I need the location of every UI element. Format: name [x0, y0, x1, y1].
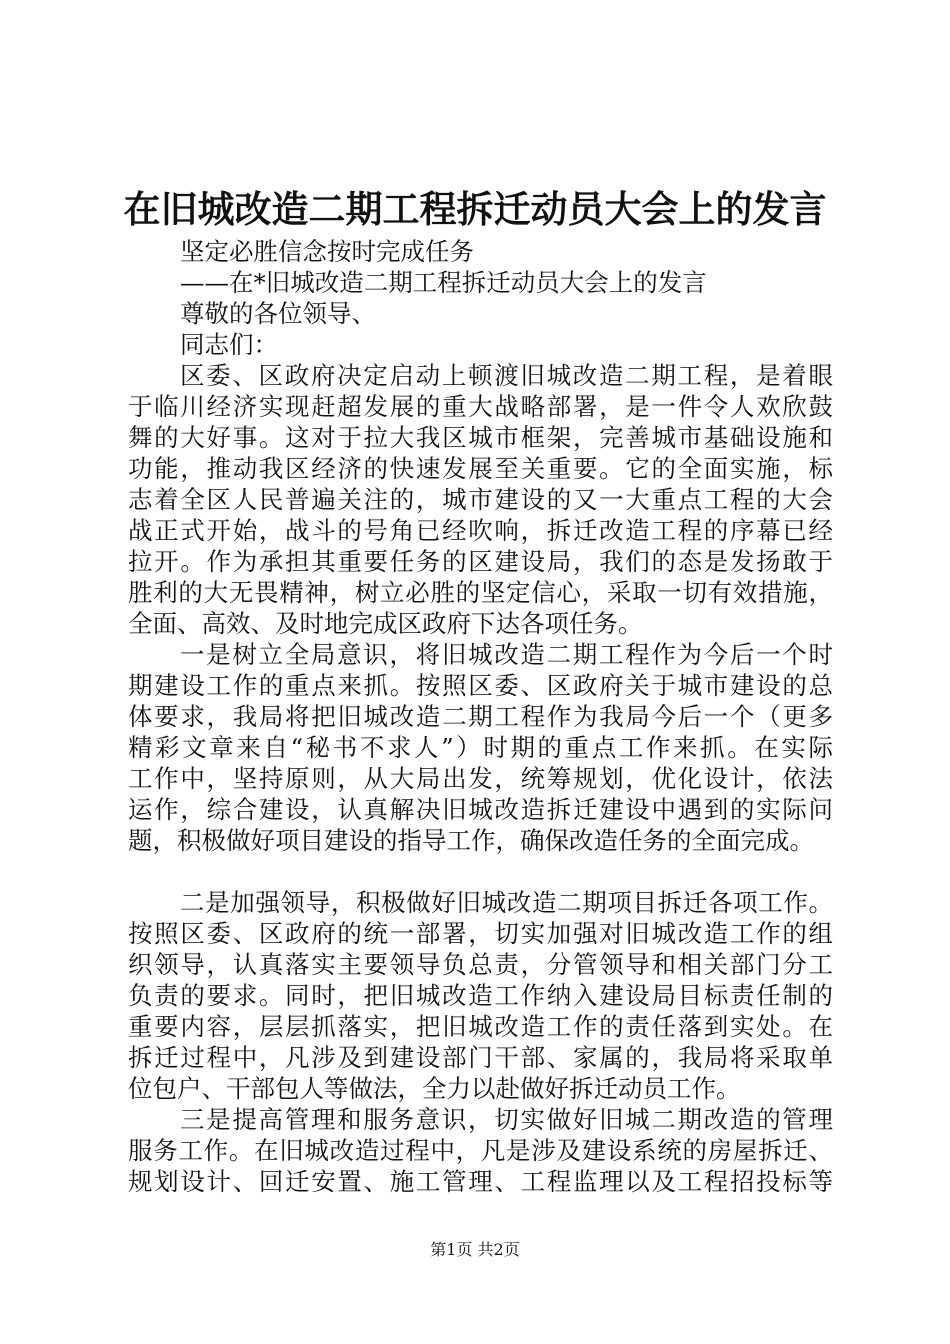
- paragraph-line: 二是加强领导，积极做好旧城改造二期项目拆迁各项工作。: [180, 888, 833, 917]
- paragraph-intro: [128, 360, 833, 639]
- document-body: [128, 236, 833, 1197]
- paragraph-line: 于临川经济实现赶超发展的重大战略部署，是一件令人欢欣鼓: [128, 392, 833, 421]
- paragraph-line: 重要内容，层层抓落实，把旧城改造工作的责任落到实处。在: [128, 1012, 833, 1041]
- salutation-leaders: 尊敬的各位领导、: [180, 299, 376, 328]
- paragraph-line: 位包户、干部包人等做法，全力以赴做好拆迁动员工作。: [128, 1074, 741, 1103]
- paragraph-line: 规划设计、回迁安置、施工管理、工程监理以及工程招投标等: [128, 1167, 833, 1196]
- paragraph-line: 织领导，认真落实主要领导负总责，分管领导和相关部门分工: [128, 950, 833, 979]
- paragraph-line: 拆迁过程中，凡涉及到建设部门干部、家属的，我局将采取单: [128, 1043, 833, 1072]
- paragraph-line: 胜利的大无畏精神，树立必胜的坚定信心，采取一切有效措施，: [128, 578, 833, 607]
- paragraph-line: 拉开。作为承担其重要任务的区建设局，我们的态是发扬敢于: [128, 547, 833, 576]
- paragraph-point-two: [128, 887, 833, 1104]
- paragraph-line: 功能，推动我区经济的快速发展至关重要。它的全面实施，标: [128, 454, 833, 483]
- paragraph-line: 战正式开始，战斗的号角已经吹响，拆迁改造工程的序幕已经: [128, 516, 833, 545]
- paragraph-point-three: [128, 1104, 833, 1197]
- subtitle: 坚定必胜信念按时完成任务: [180, 237, 474, 266]
- paragraph-line: 运作，综合建设，认真解决旧城改造拆迁建设中遇到的实际问: [128, 795, 833, 824]
- document-title: 在旧城改造二期工程拆迁动员大会上的发言: [123, 187, 827, 231]
- paragraph-line: 舞的大好事。这对于拉大我区城市框架，完善城市基础设施和: [128, 423, 833, 452]
- paragraph-line: 区委、区政府决定启动上顿渡旧城改造二期工程，是着眼: [180, 361, 833, 390]
- paragraph-line: 一是树立全局意识，将旧城改造二期工程作为今后一个时: [180, 640, 833, 669]
- paragraph-line: 按照区委、区政府的统一部署，切实加强对旧城改造工作的组: [128, 919, 833, 948]
- paragraph-point-one: [128, 639, 833, 856]
- paragraph-line: 三是提高管理和服务意识，切实做好旧城二期改造的管理: [180, 1105, 833, 1134]
- paragraph-line: 体要求，我局将把旧城改造二期工程作为我局今后一个（更多: [128, 702, 833, 731]
- paragraph-line: 工作中，坚持原则，从大局出发，统筹规划，优化设计，依法: [128, 764, 833, 793]
- paragraph-line: 期建设工作的重点来抓。按照区委、区政府关于城市建设的总: [128, 671, 833, 700]
- paragraph-line: 服务工作。在旧城改造过程中，凡是涉及建设系统的房屋拆迁、: [128, 1136, 833, 1165]
- paragraph-line: 题，积极做好项目建设的指导工作，确保改造任务的全面完成。: [128, 826, 814, 855]
- paragraph-line: 负责的要求。同时，把旧城改造工作纳入建设局目标责任制的: [128, 981, 833, 1010]
- paragraph-line: 精彩文章来自“秘书不求人”）时期的重点工作来抓。在实际: [128, 733, 833, 762]
- paragraph-line: 志着全区人民普遍关注的，城市建设的又一大重点工程的大会: [128, 485, 833, 514]
- paragraph-line: 全面、高效、及时地完成区政府下达各项任务。: [128, 609, 643, 638]
- paragraph-spacer: [128, 856, 833, 887]
- byline: ——在*旧城改造二期工程拆迁动员大会上的发言: [180, 268, 707, 297]
- page-indicator: 第1页 共2页: [430, 1240, 520, 1259]
- salutation-comrades: 同志们：: [180, 330, 278, 359]
